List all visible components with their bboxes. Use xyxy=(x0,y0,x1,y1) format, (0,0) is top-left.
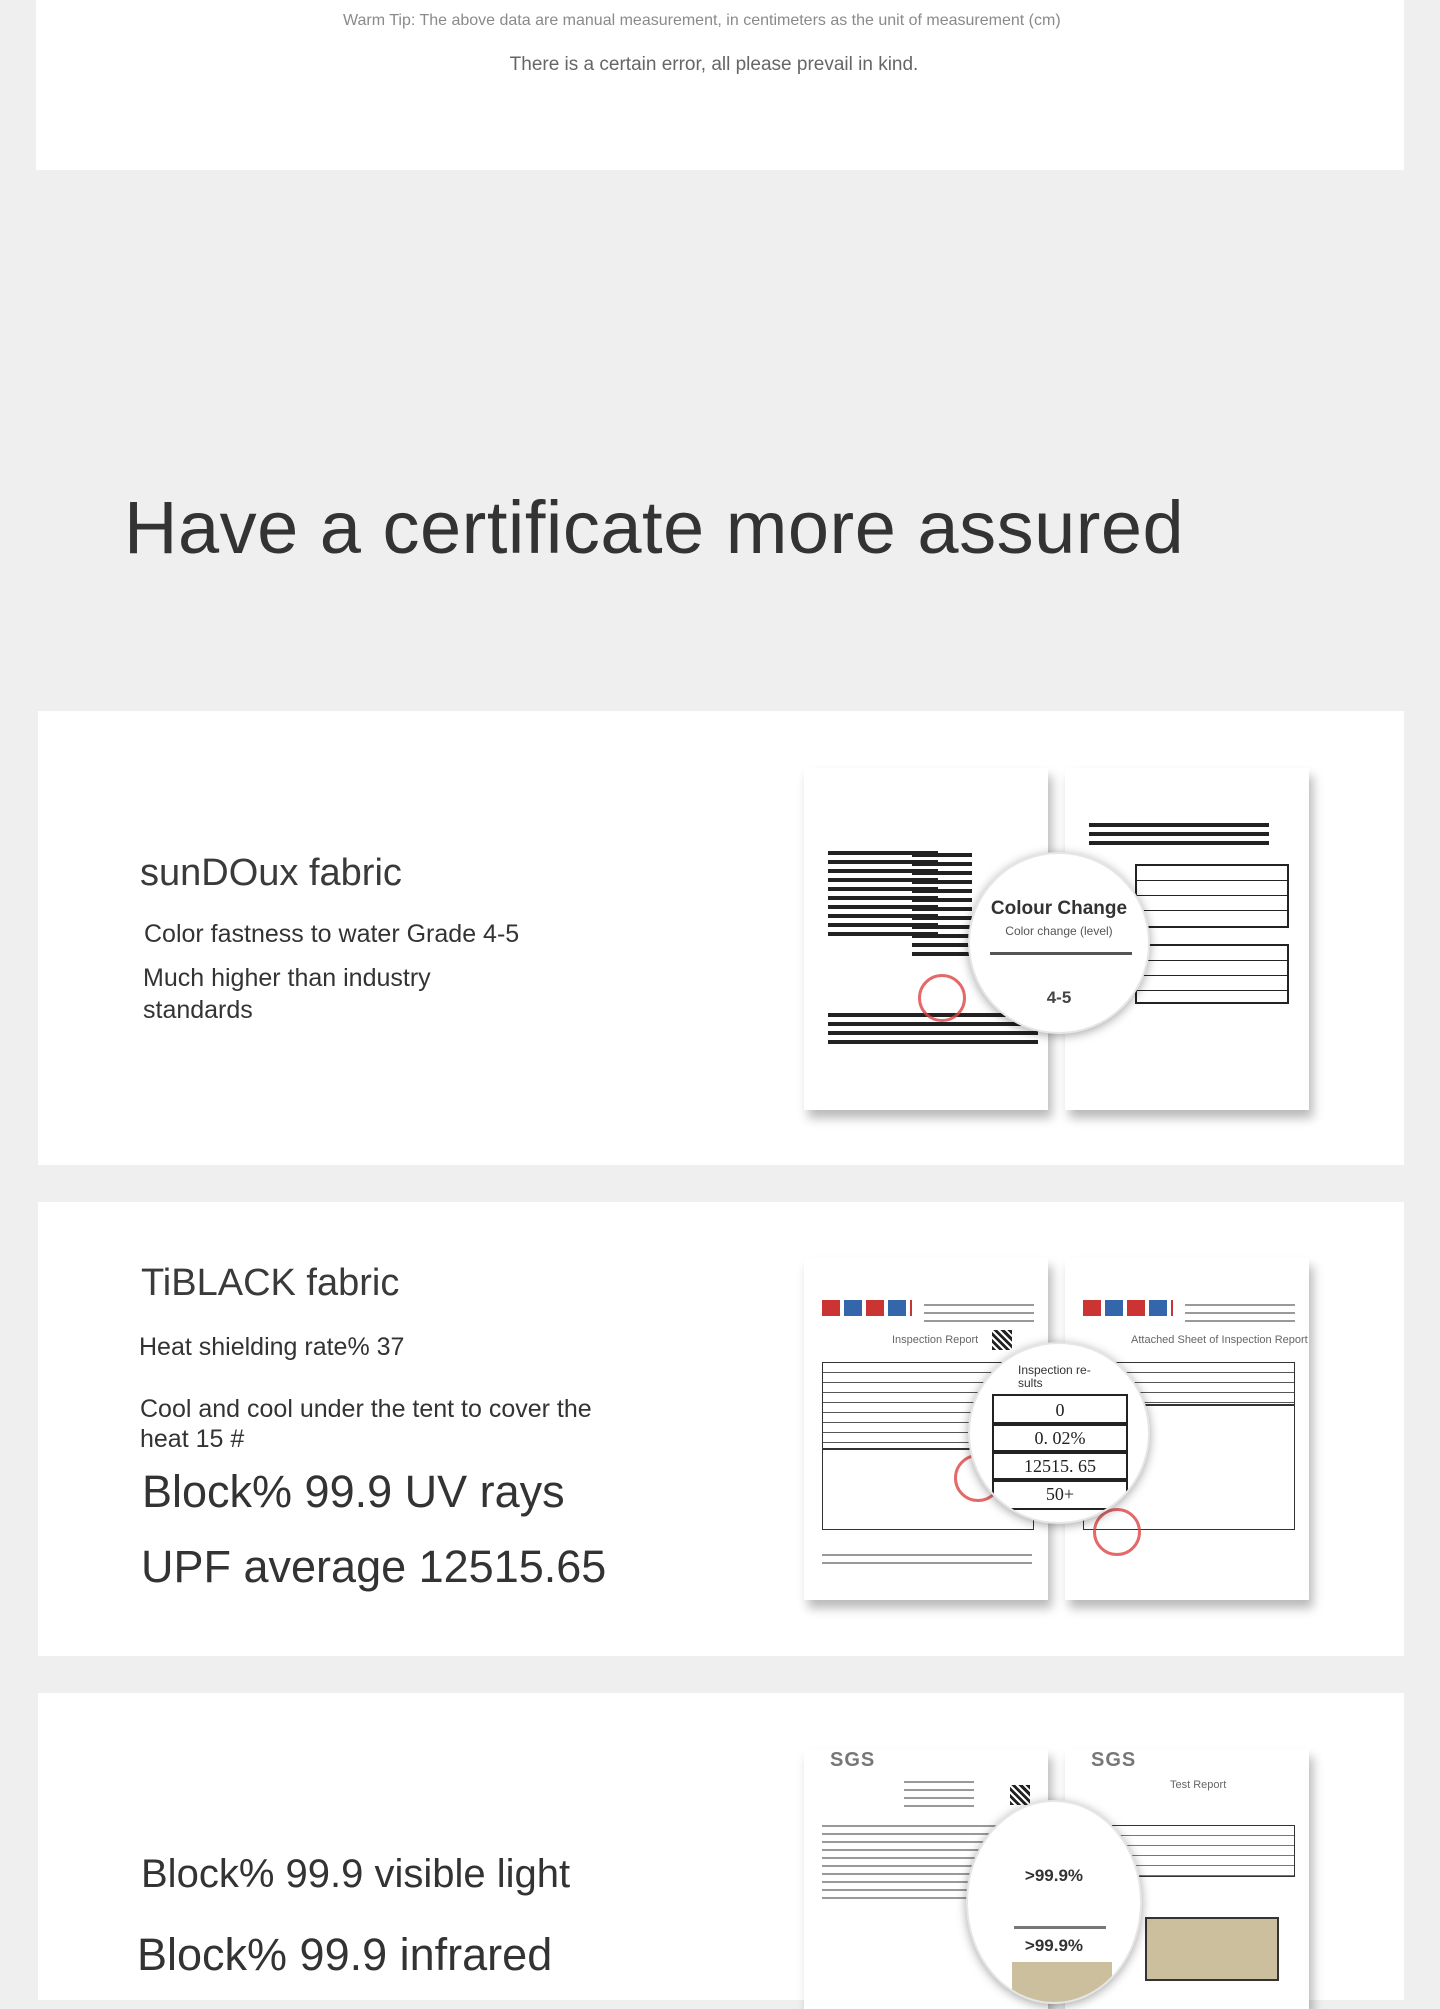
lens-divider xyxy=(1014,1926,1106,1929)
lens-value-4: 50+ xyxy=(992,1478,1128,1510)
tiblack-title: TiBLACK fabric xyxy=(141,1262,400,1304)
red-stamp xyxy=(918,974,966,1022)
lens-title: Colour Change xyxy=(990,898,1128,919)
lens-divider xyxy=(990,952,1132,955)
lens-value-2: >99.9% xyxy=(1024,1936,1084,1955)
tiblack-line2: Cool and cool under the tent to cover the heat 15 # xyxy=(140,1395,592,1453)
sundoux-title: sunDOux fabric xyxy=(140,852,402,894)
sundoux-line2: Much higher than industry standards xyxy=(143,964,431,1024)
doc-text-lines xyxy=(1089,818,1269,850)
sgs-logo: SGS xyxy=(1091,1749,1137,1771)
lens-value-3: 12515. 65 xyxy=(992,1450,1128,1482)
warm-tip-text: Warm Tip: The above data are manual measurement, in centimeters as the unit of measurement (cm) xyxy=(343,12,1061,29)
lens-value: 4-5 xyxy=(1046,988,1072,1007)
lens-subtitle: Color change (level) xyxy=(1005,924,1113,938)
lens-value-2: 0. 02% xyxy=(992,1422,1128,1454)
magnifier-sgs-results xyxy=(966,1800,1142,2004)
magnifier-inspection-results xyxy=(968,1342,1150,1524)
doc-header-lines xyxy=(904,1775,974,1813)
page-headline: Have a certificate more assured xyxy=(124,486,1185,569)
error-note-text: There is a certain error, all please prevail in kind. xyxy=(509,54,919,75)
qr-code xyxy=(1010,1785,1030,1805)
lens-title: Inspection re-sults xyxy=(1018,1363,1091,1390)
doc-header-lines xyxy=(1185,1298,1295,1328)
sgs-logo: SGS xyxy=(830,1749,876,1771)
tiblack-line1: Heat shielding rate% 37 xyxy=(139,1333,405,1361)
cert-logo-row xyxy=(1083,1300,1173,1316)
lens-value-1: >99.9% xyxy=(1024,1866,1084,1885)
infrared-line: Block% 99.9 infrared xyxy=(137,1929,553,1980)
red-stamp xyxy=(1093,1508,1141,1556)
doc-footer-lines xyxy=(822,1548,1032,1570)
doc-left-title: Inspection Report xyxy=(892,1334,979,1346)
qr-code xyxy=(992,1330,1012,1350)
doc-table xyxy=(1135,944,1289,1004)
doc-table xyxy=(1135,864,1289,928)
fabric-sample-photo xyxy=(1012,1962,1112,2004)
tiblack-line3: Block% 99.9 UV rays xyxy=(142,1466,565,1517)
doc-header-lines xyxy=(924,1298,1034,1328)
visible-light-line: Block% 99.9 visible light xyxy=(141,1852,571,1896)
tiblack-line4: UPF average 12515.65 xyxy=(141,1541,607,1592)
sundoux-line1: Color fastness to water Grade 4-5 xyxy=(144,920,520,948)
lens-value-1: 0 xyxy=(992,1394,1128,1426)
magnifier-colour-change xyxy=(968,852,1150,1034)
doc-right-title: Attached Sheet of Inspection Report xyxy=(1131,1334,1308,1346)
doc-text-lines xyxy=(912,848,972,961)
cert-logo-row xyxy=(822,1300,912,1316)
doc-test-report-title: Test Report xyxy=(1170,1779,1227,1791)
fabric-sample-photo xyxy=(1145,1917,1279,1981)
